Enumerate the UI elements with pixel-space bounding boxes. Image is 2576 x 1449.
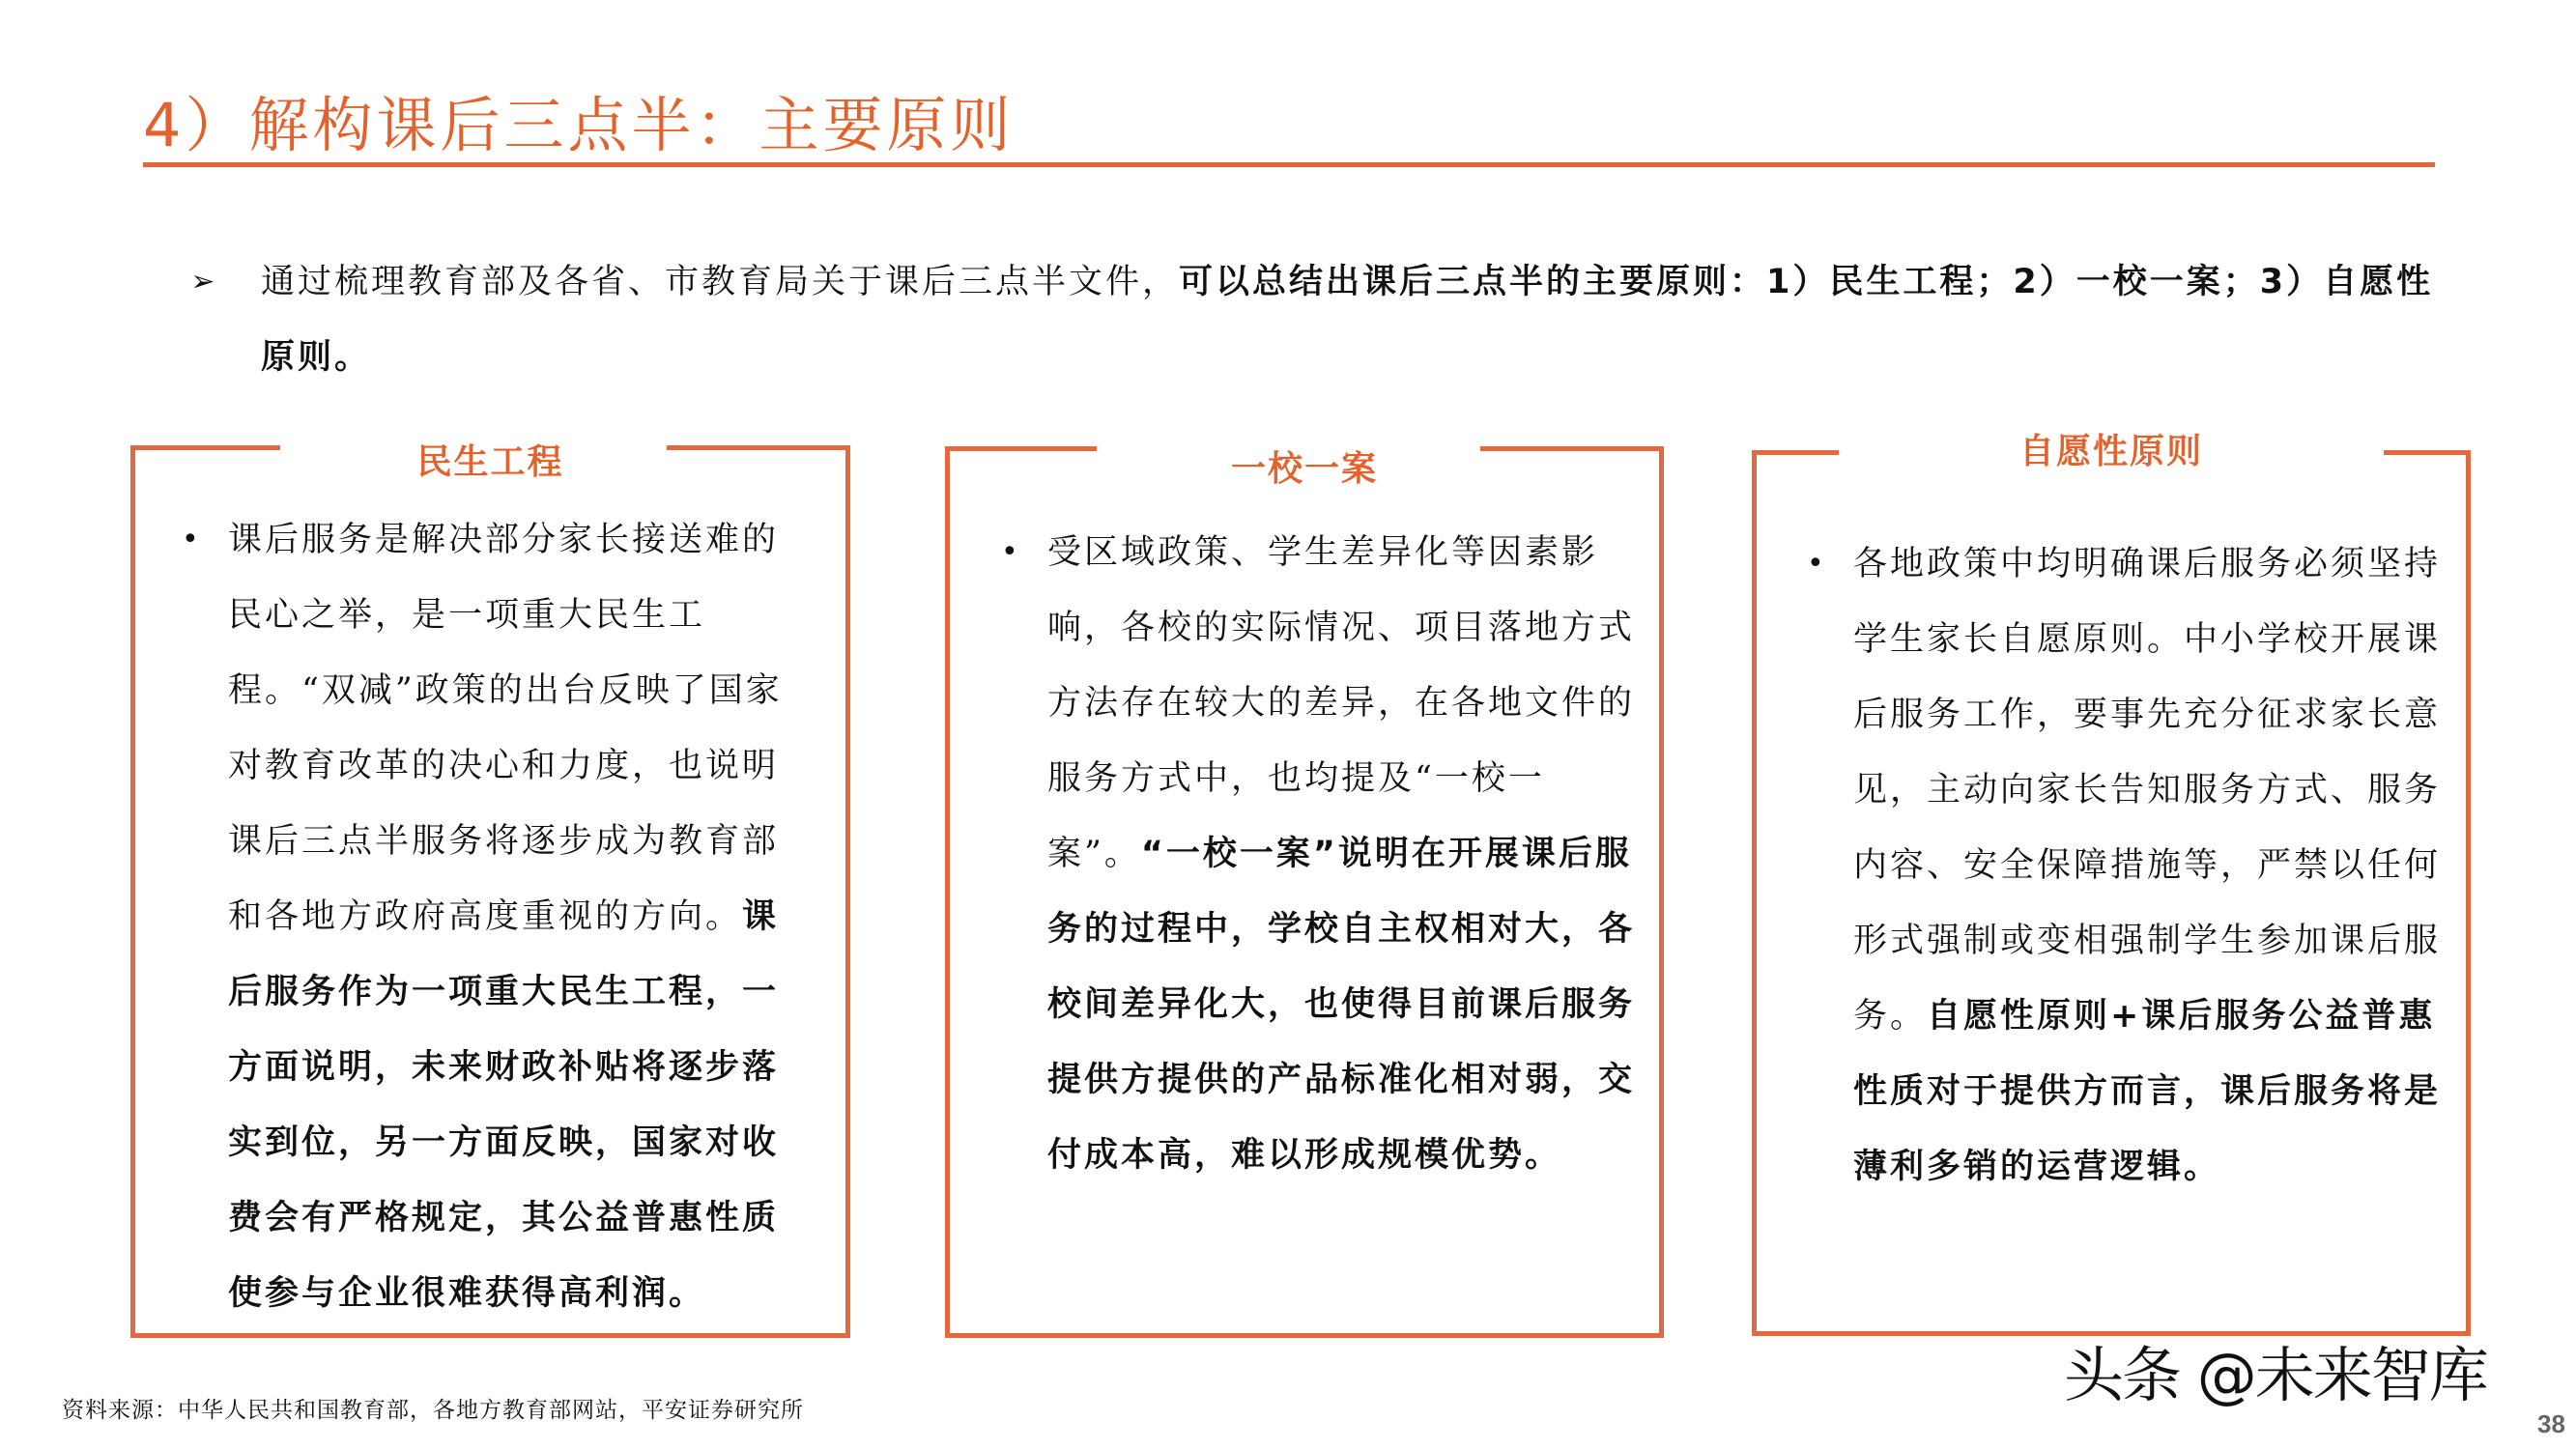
watermark: 头条 @未来智库 [2064, 1340, 2487, 1410]
box-text-normal: 课后服务是解决部分家长接送难的民心之举，是一项重大民生工程。“双减”政策的出台反映了国家对教育改革的决心和力度，也说明课后三点半服务将逐步成为教育部和各地方政府高度重视的方向。 [228, 521, 783, 936]
principle-box-livelihood [130, 442, 850, 1338]
intro-text [261, 244, 2435, 395]
principle-box-voluntary [1752, 432, 2471, 1336]
intro-paragraph [184, 244, 2435, 395]
box-title: 一校一案 [1230, 449, 1378, 489]
box-text-normal: 受区域政策、学生差异化等因素影响，各校的实际情况、项目落地方式方法存在较大的差异，在各地文件的服务方式中，也均提及“一校一案”。 [1047, 533, 1636, 873]
box-text-normal: 各地政策中均明确课后服务必须坚持学生家长自愿原则。中小学校开展课后服务工作，要事先充分征求家长意见，主动向家长告知服务方式、服务内容、安全保障措施等，严禁以任何形式强制或变相强制学生参加课后服务。 [1853, 545, 2442, 1036]
box-text [1047, 515, 1638, 1193]
box-title: 自愿性原则 [2018, 432, 2203, 471]
box-text-bold: “一校一案”说明在开展课后服务的过程中，学校自主权相对大，各校间差异化大，也使得目前课后服务提供方提供的产品标准化相对弱，交付成本高，难以形成规模优势。 [1047, 835, 1636, 1175]
bullet-dot-icon: • [1807, 547, 1827, 581]
box-content [1807, 526, 2445, 1205]
box-content [1001, 515, 1638, 1193]
intro-text-bold: 可以总结出课后三点半的主要原则：1）民生工程；2）一校一案；3）自愿性原则。 [261, 263, 2434, 377]
source-note: 资料来源：中华人民共和国教育部，各地方教育部网站，平安证券研究所 [62, 1398, 804, 1423]
box-text [1853, 526, 2445, 1205]
box-text [228, 502, 815, 1331]
bullet-dot-icon: • [182, 523, 202, 556]
box-text-bold: 自愿性原则+课后服务公益普惠性质对于提供方而言，课后服务将是薄利多销的运营逻辑。 [1853, 997, 2442, 1186]
page-title: 4）解构课后三点半：主要原则 [143, 90, 1015, 160]
intro-text-normal: 通过梳理教育部及各省、市教育局关于课后三点半文件， [261, 263, 1180, 301]
box-title: 民生工程 [416, 442, 564, 482]
arrow-right-bullet-icon: ➢ [190, 265, 215, 298]
title-underline-divider [143, 162, 2435, 167]
principle-box-one-school-one-plan [945, 446, 1664, 1338]
bullet-dot-icon: • [1001, 535, 1021, 569]
box-content [182, 502, 815, 1331]
page-number: 38 [2537, 1409, 2565, 1438]
box-text-bold: 课后服务作为一项重大民生工程，一方面说明，未来财政补贴将逐步落实到位，另一方面反映，国家对收费会有严格规定，其公益普惠性质使参与企业很难获得高利润。 [228, 897, 780, 1313]
